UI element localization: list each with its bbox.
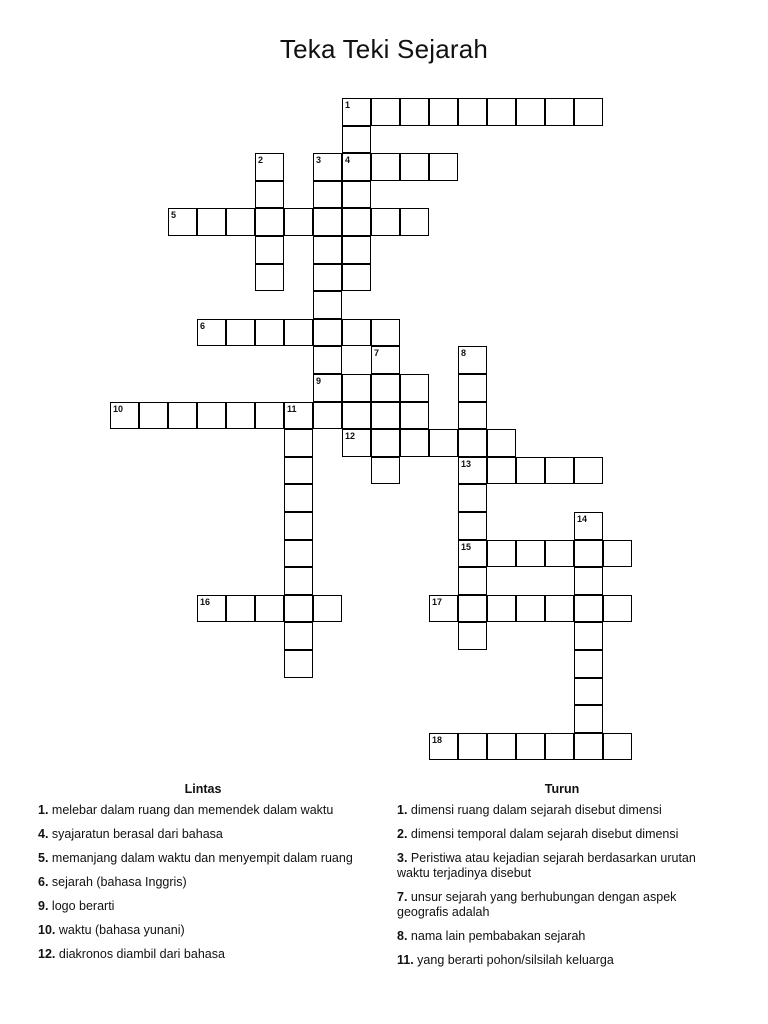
grid-cell[interactable] [574, 98, 603, 126]
grid-cell[interactable] [342, 429, 371, 457]
grid-cell[interactable] [371, 457, 400, 485]
grid-cell[interactable] [342, 208, 371, 236]
clue-number: 15 [461, 541, 472, 552]
grid-cell[interactable] [313, 291, 342, 319]
grid-cell[interactable] [371, 346, 400, 374]
grid-cell[interactable] [516, 540, 545, 568]
grid-cell[interactable] [429, 595, 458, 623]
grid-cell[interactable] [574, 567, 603, 595]
clue-down: 8. nama lain pembabakan sejarah [397, 929, 586, 943]
grid-cell[interactable] [255, 153, 284, 181]
grid-cell[interactable] [545, 733, 574, 761]
grid-cell[interactable] [487, 429, 516, 457]
grid-cell[interactable] [487, 457, 516, 485]
grid-cell[interactable] [313, 153, 342, 181]
grid-cell[interactable] [284, 622, 313, 650]
grid-cell[interactable] [342, 181, 371, 209]
grid-cell[interactable] [371, 319, 400, 347]
grid-cell[interactable] [284, 650, 313, 678]
grid-cell[interactable] [255, 319, 284, 347]
grid-cell[interactable] [226, 319, 255, 347]
down-clues [397, 782, 727, 977]
grid-cell[interactable] [574, 595, 603, 623]
grid-cell[interactable] [458, 595, 487, 623]
grid-cell[interactable] [400, 208, 429, 236]
clue-across: 1. melebar dalam ruang dan memendek dalam waktu [38, 803, 334, 817]
grid-cell[interactable] [429, 429, 458, 457]
grid-cell[interactable] [197, 208, 226, 236]
grid-cell[interactable] [371, 374, 400, 402]
grid-cell[interactable] [284, 540, 313, 568]
grid-cell[interactable] [313, 181, 342, 209]
grid-cell[interactable] [284, 429, 313, 457]
grid-cell[interactable] [516, 457, 545, 485]
grid-cell[interactable] [574, 678, 603, 706]
grid-cell[interactable] [342, 402, 371, 430]
clue-number: 5 [171, 210, 177, 221]
clue-number: 12 [345, 431, 356, 442]
clue-down: 3. Peristiwa atau kejadian sejarah berdasarkan urutan waktu terjadinya disebut [397, 851, 696, 880]
grid-cell[interactable] [487, 733, 516, 761]
grid-cell[interactable] [342, 264, 371, 292]
clue-number: 2 [258, 155, 264, 166]
grid-cell[interactable] [545, 595, 574, 623]
grid-cell[interactable] [458, 98, 487, 126]
grid-cell[interactable] [400, 402, 429, 430]
clue-down: 1. dimensi ruang dalam sejarah disebut dimensi [397, 803, 662, 817]
grid-cell[interactable] [197, 595, 226, 623]
clue-number: 17 [432, 596, 443, 607]
grid-cell[interactable] [371, 98, 400, 126]
grid-cell[interactable] [603, 540, 632, 568]
clue-across: 6. sejarah (bahasa Inggris) [38, 875, 187, 889]
grid-cell[interactable] [545, 457, 574, 485]
grid-cell[interactable] [255, 208, 284, 236]
clue-number: 3 [316, 155, 322, 166]
clue-number: 9 [316, 376, 322, 386]
grid-cell[interactable] [458, 457, 487, 485]
grid-cell[interactable] [284, 484, 313, 512]
grid-cell[interactable] [226, 402, 255, 430]
grid-cell[interactable] [400, 374, 429, 402]
grid-cell[interactable] [226, 595, 255, 623]
grid-cell[interactable] [371, 402, 400, 430]
grid-cell[interactable] [255, 595, 284, 623]
grid-cell[interactable] [458, 346, 487, 374]
grid-cell[interactable] [545, 540, 574, 568]
clue-across: 10. waktu (bahasa yunani) [38, 923, 185, 937]
grid-cell[interactable] [458, 374, 487, 402]
grid-cell[interactable] [342, 153, 371, 181]
grid-cell[interactable] [284, 402, 313, 430]
grid-cell[interactable] [313, 236, 342, 264]
grid-cell[interactable] [400, 153, 429, 181]
grid-cell[interactable] [371, 429, 400, 457]
across-clues [38, 782, 368, 971]
clue-number: 10 [113, 403, 124, 414]
grid-cell[interactable] [458, 733, 487, 761]
grid-cell[interactable] [342, 126, 371, 154]
grid-cell[interactable] [342, 236, 371, 264]
clue-across: 12. diakronos diambil dari bahasa [38, 947, 225, 961]
grid-cell[interactable] [574, 512, 603, 540]
grid-cell[interactable] [487, 540, 516, 568]
grid-cell[interactable] [342, 319, 371, 347]
grid-cell[interactable] [110, 402, 139, 430]
grid-cell[interactable] [313, 264, 342, 292]
grid-cell[interactable] [313, 595, 342, 623]
grid-cell[interactable] [603, 595, 632, 623]
clue-number: 16 [200, 596, 211, 607]
grid-cell[interactable] [458, 429, 487, 457]
clue-down: 7. unsur sejarah yang berhubungan dengan aspek geografis adalah [397, 890, 677, 919]
grid-cell[interactable] [458, 567, 487, 595]
grid-cell[interactable] [516, 595, 545, 623]
grid-cell[interactable] [284, 319, 313, 347]
grid-cell[interactable] [574, 733, 603, 761]
grid-cell[interactable] [255, 181, 284, 209]
grid-cell[interactable] [458, 512, 487, 540]
grid-cell[interactable] [400, 98, 429, 126]
grid-cell[interactable] [197, 319, 226, 347]
clue-number: 8 [461, 348, 467, 359]
grid-cell[interactable] [458, 484, 487, 512]
grid-cell[interactable] [284, 457, 313, 485]
grid-cell[interactable] [313, 402, 342, 430]
grid-cell[interactable] [487, 595, 516, 623]
grid-cell[interactable] [255, 264, 284, 292]
clue-number: 6 [200, 320, 206, 331]
grid-cell[interactable] [458, 622, 487, 650]
clue-number: 1 [345, 100, 351, 110]
grid-cell[interactable] [342, 374, 371, 402]
grid-cell[interactable] [168, 208, 197, 236]
grid-cell[interactable] [429, 733, 458, 761]
clue-across: 5. memanjang dalam waktu dan menyempit dalam ruang [38, 851, 353, 865]
grid-cell[interactable] [139, 402, 168, 430]
grid-cell[interactable] [313, 346, 342, 374]
grid-cell[interactable] [574, 540, 603, 568]
grid-cell[interactable] [284, 595, 313, 623]
grid-cell[interactable] [574, 705, 603, 733]
grid-cell[interactable] [574, 650, 603, 678]
grid-cell[interactable] [284, 208, 313, 236]
clue-number: 11 [287, 403, 297, 414]
grid-cell[interactable] [226, 208, 255, 236]
grid-cell[interactable] [255, 402, 284, 430]
grid-cell[interactable] [603, 733, 632, 761]
grid-cell[interactable] [458, 402, 487, 430]
grid-cell[interactable] [487, 98, 516, 126]
grid-cell[interactable] [313, 208, 342, 236]
grid-cell[interactable] [313, 319, 342, 347]
grid-cell[interactable] [429, 98, 458, 126]
grid-cell[interactable] [458, 540, 487, 568]
grid-cell[interactable] [574, 622, 603, 650]
grid-cell[interactable] [516, 98, 545, 126]
clue-across: 9. logo berarti [38, 899, 115, 913]
clue-across: 4. syajaratun berasal dari bahasa [38, 827, 223, 841]
grid-cell[interactable] [371, 208, 400, 236]
grid-cell[interactable] [168, 402, 197, 430]
clue-down: 2. dimensi temporal dalam sejarah disebut dimensi [397, 827, 679, 841]
across-heading: Lintas [184, 782, 222, 796]
grid-cell[interactable] [255, 236, 284, 264]
grid-cell[interactable] [400, 429, 429, 457]
clue-number: 13 [461, 458, 472, 469]
grid-cell[interactable] [342, 98, 371, 126]
clue-number: 4 [345, 155, 351, 166]
page-title: Teka Teki Sejarah [279, 34, 489, 64]
grid-cell[interactable] [197, 402, 226, 430]
grid-cell[interactable] [371, 153, 400, 181]
grid-cell[interactable] [516, 733, 545, 761]
clue-number: 14 [577, 514, 588, 524]
clue-number: 18 [432, 734, 443, 745]
clue-down: 11. yang berarti pohon/silsilah keluarga [397, 953, 614, 967]
grid-cell[interactable] [313, 374, 342, 402]
grid-cell[interactable] [429, 153, 458, 181]
grid-cell[interactable] [284, 512, 313, 540]
down-heading: Turun [544, 782, 580, 796]
grid-cell[interactable] [284, 567, 313, 595]
clue-number: 7 [374, 348, 380, 359]
grid-cell[interactable] [574, 457, 603, 485]
grid-cell[interactable] [545, 98, 574, 126]
